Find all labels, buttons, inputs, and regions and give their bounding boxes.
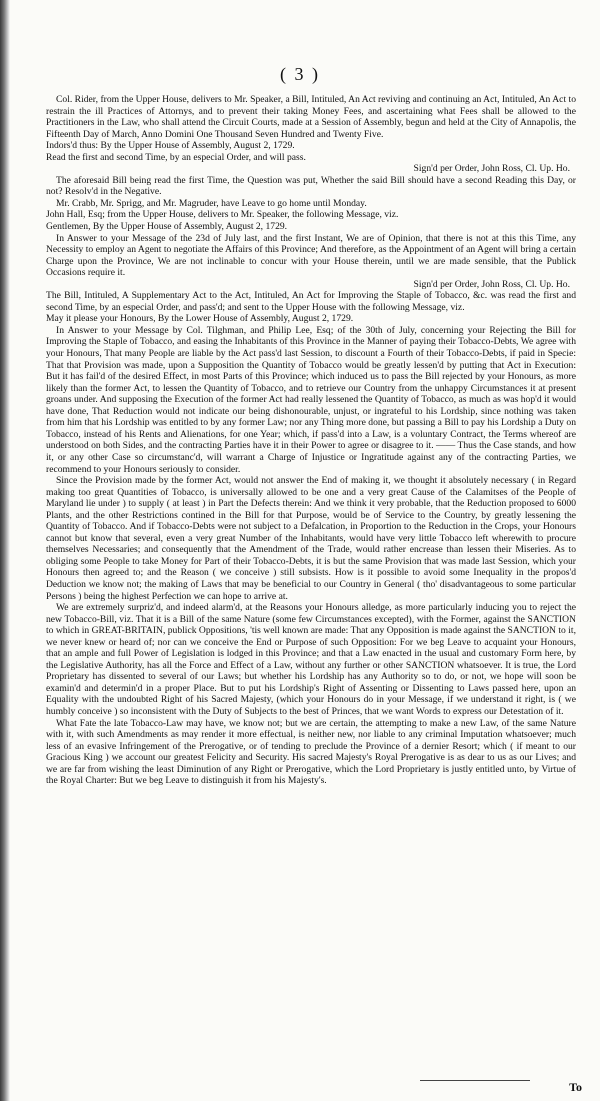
paragraph: In Answer to your Message by Col. Tilghman, and Philip Lee, Esq; of the 30th of July, concerning your Rejecting the Bill for Improving the Staple of Tobacco, and easing the Inhabitants of this Province in the Manner of paying their Tobacco-Debts, We agree with your Honours, That many People are liable by the Act pass'd last Session, to discount a Fourth of their Tobacco-Debts, if paid in Specie: That that Provision was made, upon a Supposition the Quantity of Tobacco would be greatly lessen'd by putting that Act in Execution: But it has fail'd of the desired Effect, in most Parts of this Province; which induced us to pass the Bill rejected by your Honours, as more likely than the former Act, to lessen the Quantity of Tobacco, and to retrieve our Country from the unhappy Circumstances it at present groans under. And supposing the Execution of the former Act had really lessened the Quantity of Tobacco, as much as was hop'd it would have done, That Reduction would not indicate our being dishonourable, unjust, or ingrateful to his Lordship, since nothing was taken from him that his Lordship was entitled to by any former Law; nor any Thing more done, but passing a Bill to pay his Lordship a Duty on Tobacco, instead of his Rents and Alienations, for one Year; which, if pass'd into a Law, is a voluntary Contract, the Terms whereof are understood on both Sides, and the contracting Parties have it in their Power to agree or disagree to it. —— Thus the Case stands, and how it, or any other Case so circumstanc'd, will warrant a Charge of Injustice or Ingratitude against any of the contracting Parties, we recommend to your Honours seriously to consider. <box>46 324 576 475</box>
paragraph: Col. Rider, from the Upper House, delivers to Mr. Speaker, a Bill, Intituled, An Act reviving and continuing an Act, Intituled, An Act to restrain the ill Practices of Attornys, and to prevent their taking Money Fees, and ascertaining what Fees shall be allowed to the Practitioners in the Law, who shall attend the Circuit Courts, made at a Session of Assembly, begun and held at the City of Annapolis, the Fifteenth Day of March, Anno Domini One Thousand Seven Hundred and Twenty Five. <box>46 94 576 140</box>
paragraph: John Hall, Esq; from the Upper House, delivers to Mr. Speaker, the following Message, viz. <box>46 209 399 221</box>
paragraph: Since the Provision made by the former Act, would not answer the End of making it, we thought it absolutely necessary ( in Regard making too great Quantities of Tobacco, is universally allowed to be one and a very great Cause of the Calamitses of the People of Maryland lie under ) to supply ( at least ) in Part the Defects therein: And we think it very probable, that the Reduction proposed to 6000 Plants, and the other Restrictions contined in the Bill for that Purpose, would be of Service to the Country, by greatly lessening the Quantity of Tobacco. And if Tobacco-Debts were not subject to a Defalcation, in Proportion to the Reduction in the Crops, your Honours cannot but know that several, even a very great Number of the Inhabitants, would have very little Tobacco left wherewith to procure themselves Necessaries; and consequently that the Amendment of the Trade, would rather encrease than lessen their Miseries. As to obliging some People to take Money for Part of their Tobacco-Debts, it is but the same Provision that was made last Session, which your Honours then agreed to; and the Reason ( we conceive ) still subsists. How is it possible to avoid some Inequality in the propos'd Deduction we know not; the making of Laws that may be beneficial to our Country in General ( tho' disadvantageous to some particular Persons ) being the highest Perfection we can hope to arrive at. <box>46 475 576 602</box>
footer-rule <box>420 1080 530 1081</box>
binding-shadow <box>0 0 10 1101</box>
paragraph: The aforesaid Bill being read the first Time, the Question was put, Whether the said Bill should have a second Reading this Day, or not? Resolv'd in the Negative. <box>46 174 576 198</box>
paragraph: We are extremely surpriz'd, and indeed alarm'd, at the Reasons your Honours alledge, as more particularly inducing you to reject the new Tobacco-Bill, viz. That it is a Bill of the same Nature (some few Circumstances excepted), with the Former, against the SANCTION to which in GREAT-BRITAIN, publick Oppositions, 'tis well known are made: That any Opposition is made against the SANCTION to it, we never knew or heard of; nor can we conceive the End or Purpose of such Opposition: For we beg Leave to acquaint your Honours, that an ample and full Power of Legislation is lodged in this Province; and that a Law enacted in the usual and customary Form here, by the Legislative Authority, has all the Force and Effect of a Law, without any further or other SANCTION whatsoever. It is true, the Lord Proprietary has dissented to several of our Laws; but whether his Lordship has any Authority so to do, or not, we hope will soon be examin'd and determin'd in a proper Place. But to put his Lordship's Right of Assenting or Dissenting to Laws passed here, upon an Equality with the undoubted Right of his Sacred Majesty, (which your Honours do in your Message, if we understand it right, is ( we humbly conceive ) so inconsistent with the Duty of Subjects to the best of Princes, that we want Words to express our Detestation of it. <box>46 602 576 717</box>
document-body <box>46 94 576 787</box>
paragraph: Mr. Crabb, Mr. Sprigg, and Mr. Magruder, have Leave to go home until Monday. <box>56 197 367 209</box>
paragraph: What Fate the late Tobacco-Law may have, we know not; but we are certain, the attempting to make a new Law, of the same Nature with it, with such Amendments as may render it more effectual, is neither new, nor liable to any criminal Imputation whatsoever; much less of an evasive Infringement of the Prerogative, or of tending to preclude the Province of a dernier Resort; which ( if meant to our Gracious King ) we account our greatest Felicity and Security. His sacred Majesty's Royal Prerogative is as dear to us as our Lives; and we are far from wishing the least Diminution of any Right or Prerogative, which the Lord Proprietary is justly entitled unto, by Virtue of the Royal Charter: But we beg Leave to distinguish it from his Majesty's. <box>46 717 576 787</box>
paragraph: In Answer to your Message of the 23d of July last, and the first Instant, We are of Opinion, that there is not at this this Time, any Necessity to employ an Agent to negotiate the Affairs of this Province; And therefore, as the Appointment of an Agent will bring a certain Charge upon the Province, We are not inclinable to concur with your House therein, until we are made sensible, that the Publick Occasions require it. <box>46 232 576 279</box>
page-number: ( 3 ) <box>280 64 320 84</box>
paragraph: Sign'd per Order, John Ross, Cl. Up. Ho. <box>413 278 570 290</box>
catchword: To <box>569 1080 582 1094</box>
paragraph: Sign'd per Order, John Ross, Cl. Up. Ho. <box>413 163 570 175</box>
paragraph: May it please your Honours, By the Lower House of Assembly, August 2, 1729. <box>46 313 354 325</box>
paragraph: Read the first and second Time, by an especial Order, and will pass. <box>46 151 306 163</box>
paragraph: Indors'd thus: By the Upper House of Assembly, August 2, 1729. <box>46 140 295 152</box>
paragraph: The Bill, Intituled, A Supplementary Act to the Act, Intituled, An Act for Improving the Staple of Tobacco, &c. was read the first and second Time, by an especial Order, and pass'd; and sent to the Upper House with the following Message, viz. <box>46 290 576 313</box>
paragraph: Gentlemen, By the Upper House of Assembly, August 2, 1729. <box>46 221 288 233</box>
